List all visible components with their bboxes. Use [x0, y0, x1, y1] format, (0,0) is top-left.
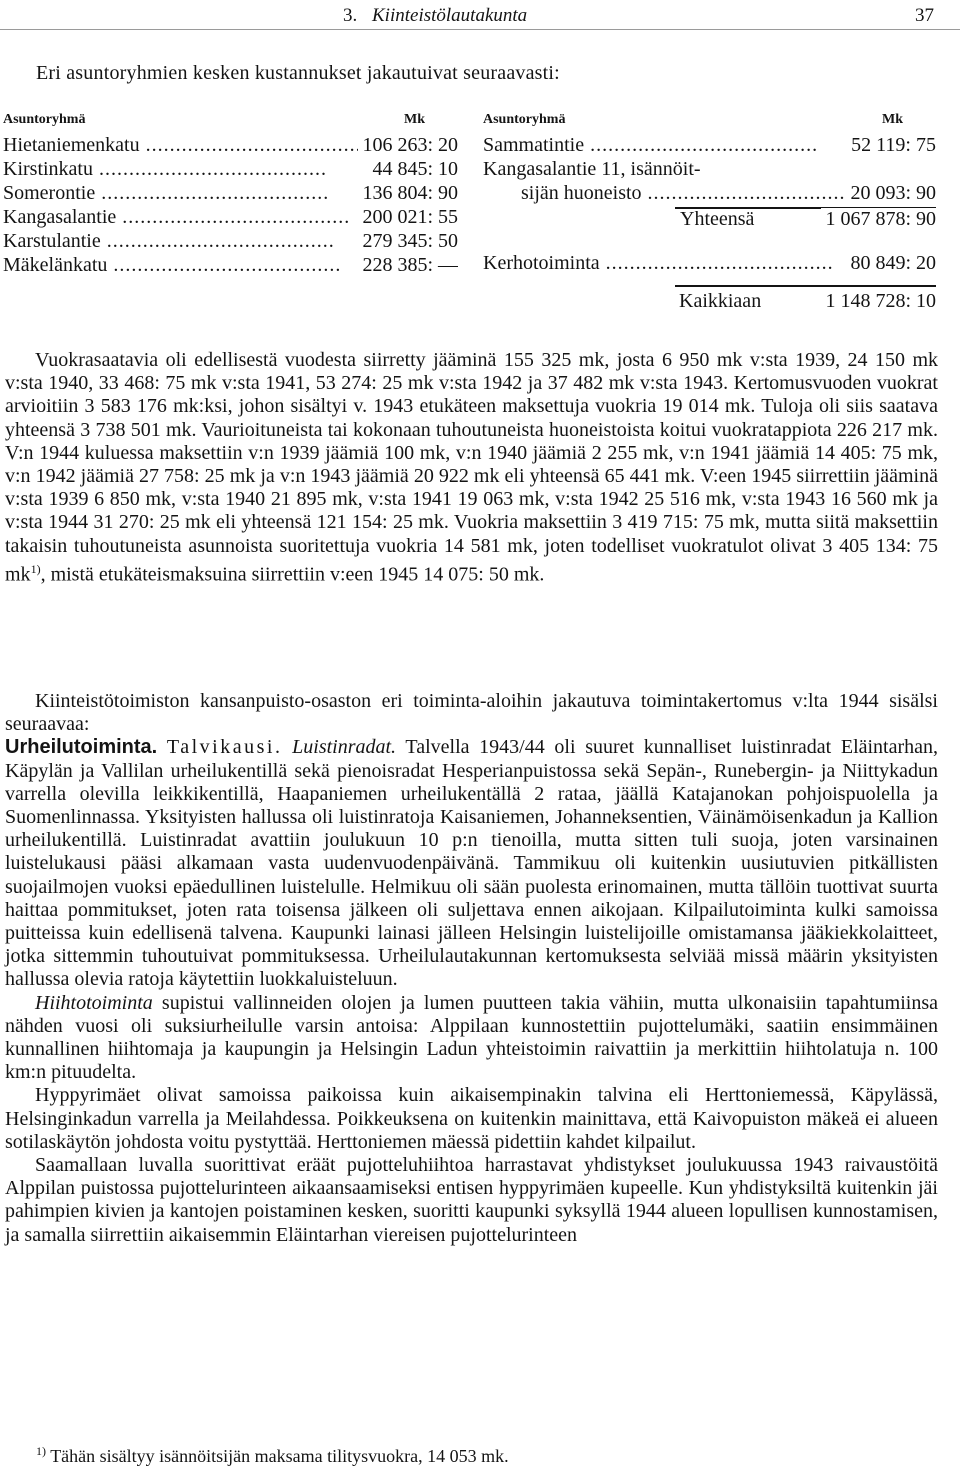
sport-subheading: Luistinradat. [292, 736, 397, 759]
table-row [3, 182, 458, 206]
footnote [36, 1444, 509, 1467]
page-number: 37 [915, 5, 934, 26]
rent-text-main: Vuokrasaatavia oli edellisestä vuodesta siirretty jääminä 155 325 mk, josta 6 950 mk v:sta 1939, 24 150 mk v:sta 1940, 33 468: 75 mk v:sta 1941, 53 274: 25 mk v:sta 1942 ja 37 482 mk v:sta 1943. Kertomusvuoden vuokrat arvioitiin 3 583 176 mk:ksi, johon sisältyi v. 1943 etukäteen maksettuja vuokria 19 014 mk. Tuloja oli siis saatava yhteensä 3 738 501 mk. Vaurioituneista tai kokonaan tuhoutuneista huoneistoista koitui vuokratappiota 226 217 mk. V:n 1944 kuluessa maksettiin v:n 1939 jäämiä 100 mk, v:n 1940 jäämiä 2 255 mk, v:n 1941 jäämiä 14 405: 75 mk, v:n 1942 jäämiä 27 758: 25 mk ja v:n 1943 jäämiä 20 922 mk eli yhteensä 65 441 mk. V:een 1945 siirrettiin jääminä v:sta 1939 6 850 mk, v:sta 1940 21 895 mk, v:sta 1941 19 063 mk, v:sta 1942 25 516 mk, v:sta 1943 16 560 mk ja v:sta 1944 31 270: 25 mk eli yhteensä 121 154: 25 mk. Vuokria maksettiin 3 419 715: 75 mk, mutta siitä maksettiin takaisin tuhoutuneista asunnoista suoritettuja vuokria 14 581 mk, joten todelliset vuokratulot olivat 3 405 134: 75 mk [5, 349, 938, 586]
row-value: 80 849: 20 [846, 252, 936, 275]
row-value: 279 345: 50 [358, 230, 458, 253]
table-row [3, 134, 458, 158]
row-value: 106 263: 20 [358, 134, 458, 157]
sport-heading: Urheilutoiminta. [5, 736, 158, 759]
row-label: Sammatintie ..... [483, 134, 818, 157]
table-row [3, 230, 458, 254]
ski-heading: Hiihtotoiminta [35, 991, 153, 1014]
right-cost-table [483, 112, 936, 314]
left-cost-table [3, 112, 458, 278]
row-value: 44 845: 10 [368, 158, 458, 181]
row-label: sijän huoneisto ..... [521, 182, 876, 205]
table-row [483, 252, 936, 276]
row-label: Mäkelänkatu ..... [3, 254, 341, 277]
left-col-value: Mk [404, 112, 425, 127]
row-value: 136 804: 90 [358, 182, 458, 205]
table-row [483, 158, 936, 182]
right-col-value: Mk [882, 112, 903, 127]
row-value: 52 119: 75 [847, 134, 936, 157]
row-label: Hietaniemenkatu ..... [3, 134, 374, 157]
table-row [3, 158, 458, 182]
row-label: Somerontie ..... [3, 182, 329, 205]
sport-text: Talvella 1943/44 oli suuret kunnalliset luistinradat Eläintarhan, Käpylän ja Vallilan urheilukentillä sekä pienoisradat Hesperianpuistossa sekä Sepän-, Runebergin- ja Niittykadun varrella olevilla leikkikentillä, Haapaniemen urheilukentällä 2 rataa, jäällä Katajanokan pohjoispuolella ja Suomenlinnassa. Yksityisten hallussa oli luistinratoja Kaisaniemen, Johanneksentien, Väinämöisenkadun ja Kallion urheilukentillä. Luistinradat avattiin joulukuun 10 p:n tienoilla, mutta sitten tuli suoja, joten varsinainen luistelukausi pääsi alkamaan vasta uudenvuodenpäivänä. Tammikuu oli kuitenkin uusiutuvien pitkällisten suojailmojen vuoksi epäedullinen luistelulle. Helmikuu oli sään puolesta erinomainen, mutta tällöin tuottivat suurta haittaa pommitukset, joten rata toisensa jälkeen oli suljettava ennen aikojaan. Kilpailutoiminta kulki samoissa puitteissa kuin edellisenä talvena. Kaupunki lainasi jälleen Helsingin luistelijoille omistamansa jääkiekkolaitteet, jotka sittemmin tuhoutuivat pommituksessa. Urheilulautakunnan kertomuksesta selviää missä määrin yksityisten hallussa olevia ratoja käytettiin luokkaluisteluun. [5, 736, 939, 991]
right-table-header [483, 112, 936, 134]
row-label: Karstulantie ..... [3, 230, 335, 253]
row-value: 228 385: — [358, 254, 458, 277]
total-rule [675, 285, 936, 287]
row-value: 1 067 878: 90 [821, 208, 936, 231]
table-row [3, 206, 458, 230]
intro-line: Eri asuntoryhmien kesken kustannukset jakautuivat seuraavasti: [36, 62, 560, 84]
running-header [0, 3, 960, 30]
row-label: Kerhotoiminta ..... [483, 252, 834, 275]
table-row [483, 182, 936, 206]
rent-text [5, 349, 938, 587]
row-label: Yhteensä [680, 208, 755, 230]
footnote-marker: 1) [36, 1444, 46, 1458]
ski-paragraph [5, 992, 938, 1085]
row-label: Kangasalantie 11, isännöit- [483, 158, 701, 180]
table-row [483, 208, 936, 232]
row-value: 1 148 728: 10 [821, 290, 936, 313]
ski-text: supistui vallinneiden olojen ja lumen puutteen takia vähiin, mutta ulkonaisiin tapahtumiinsa nähden vuosi oli suksiurheilulle varsin antoisa: Alppilaan kunnostettiin pujottelumäki, saatiin ensimmäinen kunnallinen hiihtomaja ja kaupungin ja Helsingin Ladun yhteistoimin raivattiin ja merkittiin hiihtolatuja n. 100 km:n pituudelta. [5, 991, 938, 1084]
jump-paragraph: Hyppyrimäet olivat samoissa paikoissa kuin aikaisempinakin talvina eli Herttoniemessä, Käpylässä, Helsinginkadun varrella ja Meilahdessa. Poikkeuksena on kuitenkin mainittava, että Kaivopuiston mäkeä ei alueen sotilaskäytön johdosta voitu pystyttää. Herttoniemen mäessä pidettiin kahdet kilpailut. [5, 1084, 938, 1153]
sport-paragraph [5, 736, 938, 991]
sport-season: Talvikausi. [166, 736, 283, 759]
row-value: 200 021: 55 [358, 206, 458, 229]
slalom-paragraph: Saamallaan luvalla suorittivat eräät pujotteluhiihtoa harrastavat yhdistykset joulukuussa 1943 raivaustöitä Alppilan puistossa pujottelurinteen aikaansaamiseksi entisen hyppyrimäen kupeelle. Kun yhdistyksiltä kuitenkin jäi pahimpien kivien ja kantojen poistaminen kesken, suoritti kaupunki syksyllä 1944 alueen lopullisen kunnostamisen, ja samalla siirrettiin aikaisemmin Eläintarhan viereisen pujottelurinteen [5, 1154, 938, 1246]
table-row [3, 254, 458, 278]
rent-paragraph [5, 349, 938, 587]
left-col-label: Asuntoryhmä [3, 112, 86, 127]
table-row [483, 134, 936, 158]
row-value: 20 093: 90 [846, 182, 936, 205]
report-paragraph: Kiinteistötoimiston kansanpuisto-osaston eri toiminta-aloihin jakautuva toimintakertomus v:lta 1944 sisälsi seuraavaa: [5, 690, 938, 736]
table-row [483, 290, 936, 314]
section-title: Kiinteistölautakunta [372, 5, 528, 26]
row-label: Kirstinkatu ..... [3, 158, 327, 181]
section-number: 3. [343, 5, 358, 26]
report-section [5, 690, 938, 1247]
footnote-text: Tähän sisältyy isännöitsijän maksama tilitysvuokra, 14 053 mk. [50, 1446, 509, 1466]
row-label: Kaikkiaan [679, 290, 762, 312]
left-table-header [3, 112, 458, 134]
footnote-ref: 1) [30, 561, 41, 576]
row-label: Kangasalantie ..... [3, 206, 350, 229]
right-col-label: Asuntoryhmä [483, 112, 566, 127]
rent-text-end: , mistä etukäteismaksuina siirrettiin v:een 1945 14 075: 50 mk. [40, 563, 545, 586]
